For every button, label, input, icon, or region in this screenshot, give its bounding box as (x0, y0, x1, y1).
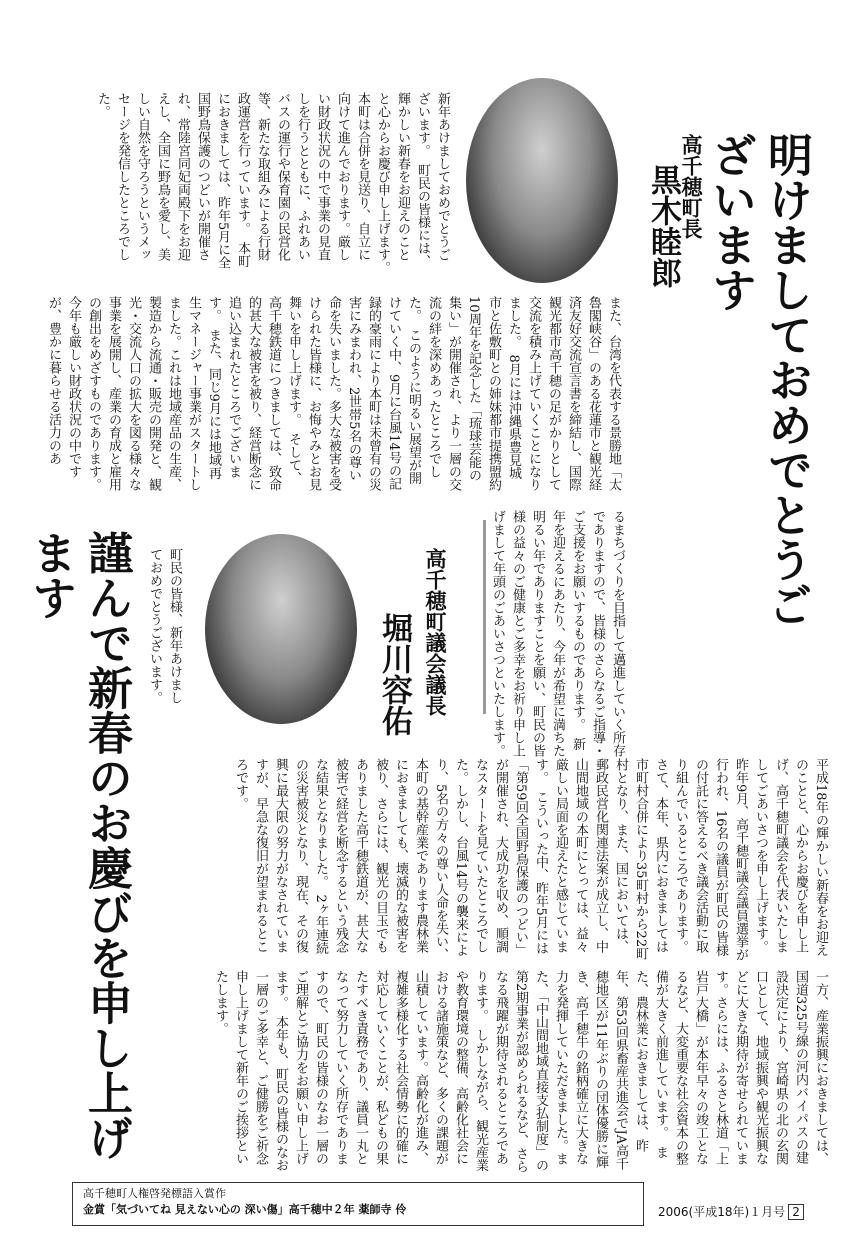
page-number: 2 (788, 1204, 804, 1220)
footer-slogan-box (72, 1182, 644, 1226)
mayor-body-col-c: るまちづくりを目指して邁進していく所存でありますので、皆様のさらなるご指導・ご支援をお願いするものであります。 新年を迎えるにあたり、今年が希望に満ちた明るい年でありますことを願い、町民の皆様の益々のご健康とご多幸をお祈り申し上げまして年頭のごあいさつといたします。 (490, 510, 625, 757)
mayor-name: 黒木睦郎 (645, 164, 681, 288)
chairman-photo (205, 534, 357, 724)
chairman-headline: 謹んで新春のお慶びを申し上げます (24, 530, 133, 1160)
section-divider (483, 520, 486, 714)
footer-slogan-heading: 高千穂町人権啓発標語入賞作 (83, 1187, 226, 1200)
mayor-title: 高千穂町長 (679, 134, 703, 239)
chairman-greeting: 町民の皆様、新年あけましておめでとうございます。 (147, 548, 182, 704)
mayor-headline: 明けましておめでとうございます (704, 132, 813, 627)
issue-date (658, 1203, 804, 1220)
chairman-name: 堀川容佑 (376, 612, 412, 736)
mayor-body-col-a: 新年あけましておめでとうございます。 町民の皆様には、輝かしい新春をお迎えのことと心からお慶び申し上げます。 本町は合併を見送り、自立に向けて進んでおります。厳しい財政状況の中で事業の見直しを行うとともに、ふれあいバスの運行や保育園の民営化等、新たな取組みによる行財政運営を行っています。 本町におきましては、昨年5月に全国野鳥保護のつどいが開催され、常陸宮同妃両殿下をお迎えし、全国に野鳥を愛し、美しい自然を守ろうというメッセージを発信したところでした。 (95, 92, 450, 281)
chairman-body-col-b: 一方、産業振興におきましては、国道325号線の河内バイパスの建設決定により、宮崎県の北の玄関口として、地域振興や観光振興などに大きな期待が寄せられています。さらには、ふるさと林道「上岩戸大橋」が本年早々の竣工となるなど、大変重要な社会資本の整備が大きく前進しています。 また、農林業におきましては、昨年、第53回県畜産共進会でJA高千穂地区が11年ぶりの団体優勝に輝き、高千穂牛の銘柄確立に大きな力を発揮していただきました。また、「中山間地域直接支払制度」の第2期事業が認められるなど、さらなる飛躍が期待されるところであります。 しかしながら、観光産業や教育環境の整備、高齢化社会における諸施策など、多くの課題が山積しています。高齢化が進み、複雑多様化する社会情勢に的確に対応していくことが、私どもの果たすべき責務であり、議員一丸となって努力していく所存でありますので、町民の皆様のなお一層のご理解とご協力をお願い申し上げます。 本年も、町民の皆様のなお一層のご多幸と、ご健勝をご祈念申し上げまして新年のご挨拶といたします。 (213, 970, 828, 1174)
mayor-body-col-b: また、台湾を代表する景勝地「太魯閣峡谷」のある花蓮市と観光経済友好交流宣言書を締結し、国際観光都市高千穂の足がかりとして交流を積み上げていくことになりました。 8月には沖縄県豊見城市と佐敷町との姉妹都市提携盟約10周年を記念した「琉球芸能の集い」が開催され、より一層の交流の絆を深めあったところでした。 このように明るい展望が開けていく中、9月に台風14号の記録的豪雨により本町は未曾有の災害にみまわれ、2世帯5名の尊い命を失いました。多大な被害を受けられた皆様に、お悔やみとお見舞いを申し上げます。 そして、高千穂鉄道につきましては、致命的甚大な被害を被り、経営断念に追い込まれたところでございます。 また、同じ9月には地域再生マネージャー事業がスタートしました。これは地域産品の生産、製造から流通・販売の開発と、観光・交流人口の拡大を図る様々な事業を展開し、産業の育成と雇用の創出をめざすものであります。 今年も厳しい財政状況の中ですが、豊かに暮らせる活力のあ (46, 296, 621, 498)
chairman-title: 高千穂町議会議長 (423, 548, 447, 716)
chairman-body-col-a: 平成18年の輝かしい新春をお迎えのことと、心からお慶びを申し上げ、高千穂町議会を代表いたしましてごあいさつを申し上げます。 昨年9月、高千穂町議会議員選挙が行われ、16名の議員が町民の皆様の付託に答えるべき議会活動に取り組んでいるところであります。 さて、本年、県内におきましては市町村合併により35町村から22町村となり、また、国においては、郵政民営化関連法案が成立し、中山間地域の本町にとっては、益々厳しい局面を迎えたと感じています。 こういった中、昨年5月には「第59回全国野鳥保護のつどい」が開催され、大成功を収め、順調なスタートを見ていたところでした。しかし、台風14号の襲来により、5名の方々の尊い人命を失い、本町の基幹産業であります農林業におきましても、壊滅的な被害を被り、さらには、観光の目玉でもありました高千穂鉄道が、甚大な被害で経営を断念するという残念な結果となりました。 2ヶ年連続の災害被災となり、現在、その復興に最大限の努力がなされていますが、早急な復旧が望まれるところです。 (233, 758, 828, 962)
mayor-photo (466, 78, 618, 283)
issue-date-text: 2006(平成18年)１月号 (658, 1205, 786, 1219)
footer-slogan-text: 金賞「気づいてね 見えない心の 深い傷」高千穂中２年 薬師寺 伶 (83, 1203, 407, 1216)
